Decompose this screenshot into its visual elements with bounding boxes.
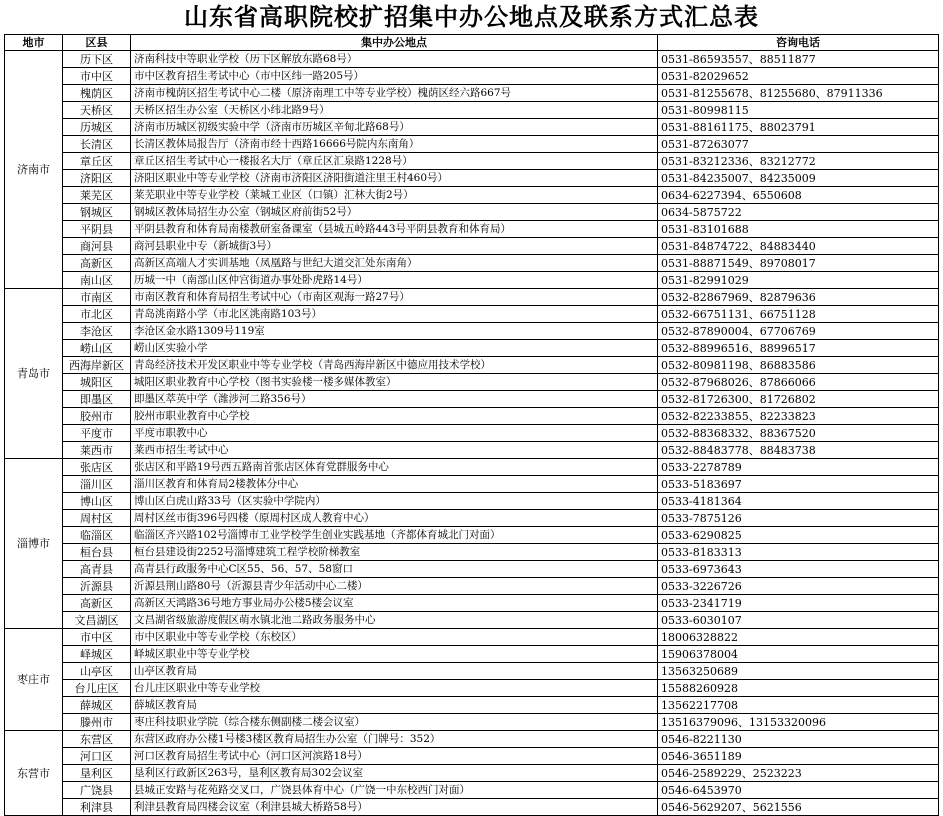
table-row	[5, 68, 939, 85]
table-row	[5, 289, 939, 306]
phone-cell: 0532-88368332、88367520	[658, 425, 939, 442]
county-cell: 垦利区	[63, 765, 131, 782]
phone-cell: 0531-83212336、83212772	[658, 153, 939, 170]
phone-cell: 0532-80981198、86883586	[658, 357, 939, 374]
county-cell: 薛城区	[63, 697, 131, 714]
county-cell: 崂山区	[63, 340, 131, 357]
phone-cell: 0533-3226726	[658, 578, 939, 595]
phone-cell: 13516379096、13153320096	[658, 714, 939, 731]
table-row	[5, 85, 939, 102]
county-cell: 利津县	[63, 799, 131, 816]
table-row	[5, 799, 939, 816]
county-cell: 章丘区	[63, 153, 131, 170]
table-row	[5, 697, 939, 714]
county-cell: 高新区	[63, 595, 131, 612]
table-row	[5, 153, 939, 170]
county-cell: 济阳区	[63, 170, 131, 187]
county-cell: 市南区	[63, 289, 131, 306]
city-cell: 东营市	[5, 731, 63, 816]
city-cell: 青岛市	[5, 289, 63, 459]
address-cell: 青岛洮南路小学（市北区洮南路103号）	[131, 306, 658, 323]
table-row	[5, 391, 939, 408]
phone-cell: 0634-6227394、6550608	[658, 187, 939, 204]
phone-cell: 0533-7875126	[658, 510, 939, 527]
phone-cell: 0531-84874722、84883440	[658, 238, 939, 255]
address-cell: 周村区丝市街396号四楼（原周村区成人教育中心）	[131, 510, 658, 527]
address-cell: 枣庄科技职业学院（综合楼东侧副楼二楼会议室）	[131, 714, 658, 731]
table-row	[5, 663, 939, 680]
county-cell: 平度市	[63, 425, 131, 442]
table-row	[5, 204, 939, 221]
address-cell: 胶州市职业教育中心学校	[131, 408, 658, 425]
phone-cell: 0531-80998115	[658, 102, 939, 119]
phone-cell: 13563250689	[658, 663, 939, 680]
table-row	[5, 357, 939, 374]
phone-cell: 13562217708	[658, 697, 939, 714]
county-cell: 周村区	[63, 510, 131, 527]
table-row	[5, 476, 939, 493]
county-cell: 博山区	[63, 493, 131, 510]
address-cell: 商河县职业中专（新城街3号）	[131, 238, 658, 255]
header-phone: 咨询电话	[658, 35, 939, 51]
address-cell: 城阳区职业教育中心学校（图书实验楼一楼多媒体教室）	[131, 374, 658, 391]
county-cell: 城阳区	[63, 374, 131, 391]
address-cell: 章丘区招生考试中心一楼报名大厅（章丘区汇泉路1228号）	[131, 153, 658, 170]
address-cell: 台儿庄区职业中等专业学校	[131, 680, 658, 697]
table-row	[5, 714, 939, 731]
county-cell: 沂源县	[63, 578, 131, 595]
address-cell: 市南区教育和体育局招生考试中心（市南区观海一路27号）	[131, 289, 658, 306]
county-cell: 淄川区	[63, 476, 131, 493]
address-cell: 市中区教育招生考试中心（市中区纬一路205号）	[131, 68, 658, 85]
city-cell: 枣庄市	[5, 629, 63, 731]
phone-cell: 0533-5183697	[658, 476, 939, 493]
address-cell: 利津县教育局四楼会议室（利津县城大桥路58号）	[131, 799, 658, 816]
address-cell: 李沧区金水路1309号119室	[131, 323, 658, 340]
table-body	[5, 51, 939, 816]
phone-cell: 15906378004	[658, 646, 939, 663]
county-cell: 即墨区	[63, 391, 131, 408]
address-cell: 莱西市招生考试中心	[131, 442, 658, 459]
table-row	[5, 493, 939, 510]
table-row	[5, 238, 939, 255]
phone-cell: 0546-2589229、2523223	[658, 765, 939, 782]
table-row	[5, 595, 939, 612]
table-row	[5, 765, 939, 782]
table-row	[5, 731, 939, 748]
phone-cell: 0533-8183313	[658, 544, 939, 561]
phone-cell: 0532-82867969、82879636	[658, 289, 939, 306]
address-cell: 济阳区职业中等专业学校（济南市济阳区济阳街道注里王村460号）	[131, 170, 658, 187]
address-cell: 垦利区行政新区263号，垦利区教育局302会议室	[131, 765, 658, 782]
phone-cell: 0532-88483778、88483738	[658, 442, 939, 459]
phone-cell: 0546-8221130	[658, 731, 939, 748]
address-cell: 平阴县教育和体育局南楼教研室备课室（县城五岭路443号平阴县教育和体育局）	[131, 221, 658, 238]
county-cell: 槐荫区	[63, 85, 131, 102]
address-cell: 县城正安路与花苑路交叉口，广饶县体育中心（广饶一中东校西门对面）	[131, 782, 658, 799]
table-row	[5, 408, 939, 425]
phone-cell: 0533-6030107	[658, 612, 939, 629]
phone-cell: 0533-4181364	[658, 493, 939, 510]
county-cell: 西海岸新区	[63, 357, 131, 374]
table-row	[5, 51, 939, 68]
header-county: 区县	[63, 35, 131, 51]
phone-cell: 0546-6453970	[658, 782, 939, 799]
address-cell: 钢城区教体局招生办公室（钢城区府前街52号）	[131, 204, 658, 221]
phone-cell: 0531-83101688	[658, 221, 939, 238]
table-row	[5, 527, 939, 544]
address-cell: 长清区教体局报告厅（济南市经十西路16666号院内东南角）	[131, 136, 658, 153]
phone-cell: 0532-88996516、88996517	[658, 340, 939, 357]
address-cell: 济南市历城区初级实验中学（济南市历城区辛甸北路68号）	[131, 119, 658, 136]
county-cell: 临淄区	[63, 527, 131, 544]
county-cell: 台儿庄区	[63, 680, 131, 697]
table-row	[5, 510, 939, 527]
table-row	[5, 578, 939, 595]
phone-cell: 0531-82991029	[658, 272, 939, 289]
phone-cell: 15588260928	[658, 680, 939, 697]
table-row	[5, 272, 939, 289]
phone-cell: 0533-6973643	[658, 561, 939, 578]
table-row	[5, 170, 939, 187]
table-row	[5, 187, 939, 204]
table-row	[5, 748, 939, 765]
address-cell: 博山区白虎山路33号（区实验中学院内）	[131, 493, 658, 510]
phone-cell: 18006328822	[658, 629, 939, 646]
phone-cell: 0531-88161175、88023791	[658, 119, 939, 136]
phone-cell: 0531-84235007、84235009	[658, 170, 939, 187]
county-cell: 滕州市	[63, 714, 131, 731]
county-cell: 文昌湖区	[63, 612, 131, 629]
table-row	[5, 323, 939, 340]
table-row	[5, 782, 939, 799]
table-row	[5, 544, 939, 561]
phone-cell: 0533-2341719	[658, 595, 939, 612]
county-cell: 历下区	[63, 51, 131, 68]
table-row	[5, 561, 939, 578]
table-row	[5, 340, 939, 357]
header-address: 集中办公地点	[131, 35, 658, 51]
address-cell: 文昌湖省级旅游度假区萌水镇北池二路政务服务中心	[131, 612, 658, 629]
address-cell: 高青县行政服务中心C区55、56、57、58窗口	[131, 561, 658, 578]
phone-cell: 0533-6290825	[658, 527, 939, 544]
county-cell: 张店区	[63, 459, 131, 476]
table-row	[5, 442, 939, 459]
table-row	[5, 136, 939, 153]
county-cell: 峄城区	[63, 646, 131, 663]
county-cell: 胶州市	[63, 408, 131, 425]
table-row	[5, 102, 939, 119]
address-cell: 峄城区职业中等专业学校	[131, 646, 658, 663]
table-row	[5, 629, 939, 646]
county-cell: 平阴县	[63, 221, 131, 238]
county-cell: 高青县	[63, 561, 131, 578]
address-cell: 济南市槐荫区招生考试中心二楼（原济南理工中等专业学校）槐荫区经六路667号	[131, 85, 658, 102]
phone-cell: 0531-86593557、88511877	[658, 51, 939, 68]
county-cell: 天桥区	[63, 102, 131, 119]
address-cell: 张店区和平路19号西五路南首张店区体育党群服务中心	[131, 459, 658, 476]
address-cell: 桓台县建设街2252号淄博建筑工程学校阶梯教室	[131, 544, 658, 561]
county-cell: 市中区	[63, 68, 131, 85]
county-cell: 河口区	[63, 748, 131, 765]
address-cell: 河口区教育局招生考试中心（河口区河滨路18号）	[131, 748, 658, 765]
address-cell: 即墨区萃英中学（潍涉河二路356号）	[131, 391, 658, 408]
phone-cell: 0532-81726300、81726802	[658, 391, 939, 408]
address-cell: 临淄区齐兴路102号淄博市工业学校学生创业实践基地（齐都体育城北门对面）	[131, 527, 658, 544]
city-cell: 济南市	[5, 51, 63, 289]
county-cell: 莱西市	[63, 442, 131, 459]
phone-cell: 0532-82233855、82233823	[658, 408, 939, 425]
address-cell: 山亭区教育局	[131, 663, 658, 680]
address-cell: 高新区天鸿路36号地方事业局办公楼5楼会议室	[131, 595, 658, 612]
county-cell: 东营区	[63, 731, 131, 748]
table-row	[5, 221, 939, 238]
header-row	[5, 35, 939, 51]
header-city: 地市	[5, 35, 63, 51]
county-cell: 南山区	[63, 272, 131, 289]
table-row	[5, 425, 939, 442]
phone-cell: 0532-66751131、66751128	[658, 306, 939, 323]
address-cell: 沂源县荆山路80号（沂源县青少年活动中心二楼）	[131, 578, 658, 595]
county-cell: 李沧区	[63, 323, 131, 340]
address-cell: 青岛经济技术开发区职业中等专业学校（青岛西海岸新区中德应用技术学校）	[131, 357, 658, 374]
county-cell: 市中区	[63, 629, 131, 646]
county-cell: 钢城区	[63, 204, 131, 221]
county-cell: 广饶县	[63, 782, 131, 799]
city-cell: 淄博市	[5, 459, 63, 629]
phone-cell: 0546-3651189	[658, 748, 939, 765]
county-cell: 商河县	[63, 238, 131, 255]
table-row	[5, 459, 939, 476]
county-cell: 桓台县	[63, 544, 131, 561]
phone-cell: 0531-88871549、89708017	[658, 255, 939, 272]
address-cell: 天桥区招生办公室（天桥区小纬北路9号）	[131, 102, 658, 119]
table-row	[5, 119, 939, 136]
address-cell: 济南科技中等职业学校（历下区解放东路68号）	[131, 51, 658, 68]
phone-cell: 0546-5629207、5621556	[658, 799, 939, 816]
table-row	[5, 255, 939, 272]
address-cell: 历城一中（南部山区仲宫街道办事处卧虎路14号）	[131, 272, 658, 289]
table-row	[5, 306, 939, 323]
table-row	[5, 646, 939, 663]
phone-cell: 0532-87890004、67706769	[658, 323, 939, 340]
address-cell: 淄川区教育和体育局2楼教体分中心	[131, 476, 658, 493]
county-cell: 历城区	[63, 119, 131, 136]
phone-cell: 0531-87263077	[658, 136, 939, 153]
page-title: 山东省高职院校扩招集中办公地点及联系方式汇总表	[184, 2, 759, 31]
address-cell: 东营区政府办公楼1号楼3楼区教育局招生办公室（门牌号：352）	[131, 731, 658, 748]
summary-table	[4, 34, 939, 816]
table-row	[5, 680, 939, 697]
phone-cell: 0634-5875722	[658, 204, 939, 221]
table-row	[5, 612, 939, 629]
address-cell: 市中区职业中等专业学校（东校区）	[131, 629, 658, 646]
phone-cell: 0531-82029652	[658, 68, 939, 85]
address-cell: 莱芜职业中等专业学校（莱城工业区（口镇）汇林大街2号）	[131, 187, 658, 204]
county-cell: 高新区	[63, 255, 131, 272]
phone-cell: 0532-87968026、87866066	[658, 374, 939, 391]
county-cell: 莱芜区	[63, 187, 131, 204]
address-cell: 崂山区实验小学	[131, 340, 658, 357]
phone-cell: 0531-81255678、81255680、87911336	[658, 85, 939, 102]
table-row	[5, 374, 939, 391]
phone-cell: 0533-2278789	[658, 459, 939, 476]
address-cell: 薛城区教育局	[131, 697, 658, 714]
address-cell: 平度市职教中心	[131, 425, 658, 442]
county-cell: 山亭区	[63, 663, 131, 680]
county-cell: 市北区	[63, 306, 131, 323]
county-cell: 长清区	[63, 136, 131, 153]
address-cell: 高新区高端人才实训基地（凤凰路与世纪大道交汇处东南角）	[131, 255, 658, 272]
